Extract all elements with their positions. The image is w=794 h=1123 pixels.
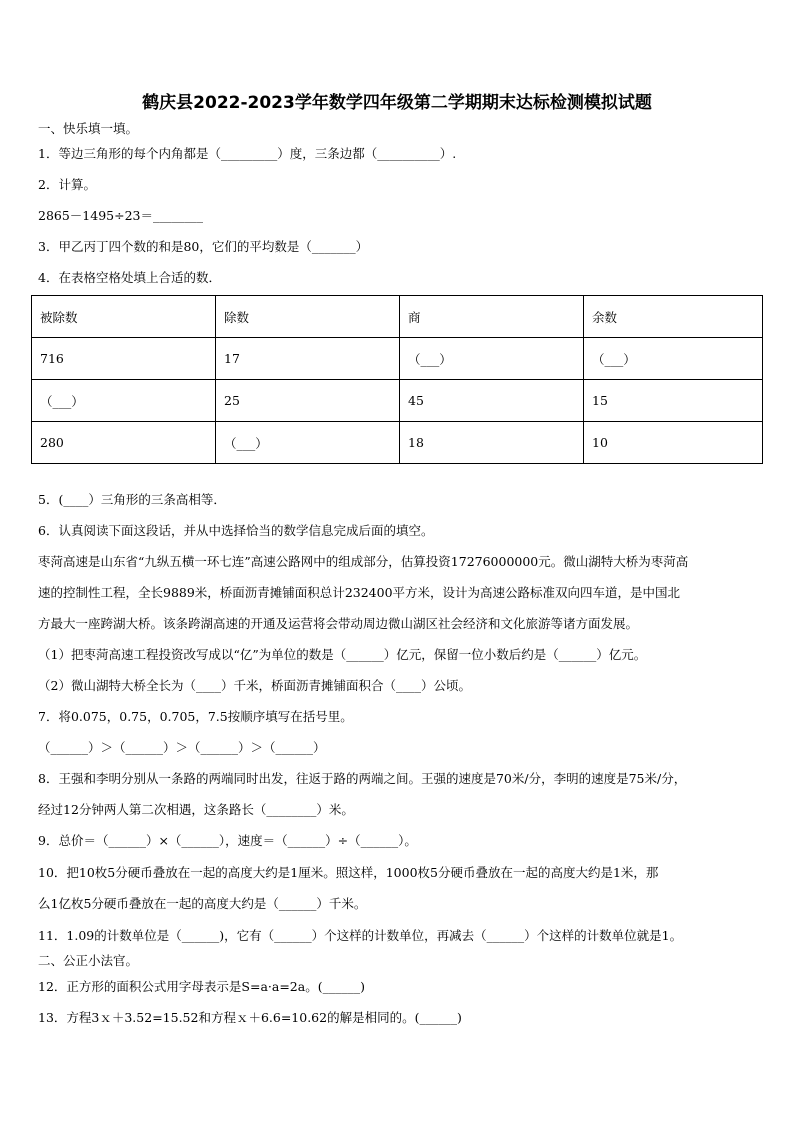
- table-cell: （___）: [32, 380, 216, 422]
- question-2-expression: 2865－1495÷23＝________: [38, 208, 204, 223]
- question-7: 7．将0.075，0.75，0.705，7.5按顺序填写在括号里。: [38, 709, 353, 724]
- question-10-line-2: 么1亿枚5分硬币叠放在一起的高度大约是（______）千米。: [38, 896, 367, 911]
- table-cell: 10: [584, 422, 763, 464]
- question-2: 2．计算。: [38, 177, 96, 192]
- table-row: [32, 338, 763, 380]
- question-7-blanks: （______）＞（______）＞（______）＞（______）: [38, 740, 326, 755]
- page-title: 鹤庆县2022-2023学年数学四年级第二学期期末达标检测模拟试题: [142, 93, 652, 113]
- question-8-line-2: 经过12分钟两人第二次相遇，这条路长（________）米。: [38, 802, 354, 817]
- table-header-row: [32, 296, 763, 338]
- question-1: 1．等边三角形的每个内角都是（_________）度，三条边都（__________）.: [38, 146, 457, 161]
- header-quotient: 商: [400, 296, 584, 338]
- section-heading-1: 一、快乐填一填。: [38, 121, 139, 136]
- question-8-line-1: 8．王强和李明分别从一条路的两端同时出发，往返于路的两端之间。王强的速度是70米/分，李明的速度是75米/分，: [38, 771, 687, 786]
- division-table: [31, 295, 763, 464]
- question-6-part-2: （2）微山湖特大桥全长为（____）千米，桥面沥青摊铺面积合（____）公顷。: [38, 678, 471, 693]
- table-cell: （___）: [400, 338, 584, 380]
- section-heading-2: 二、公正小法官。: [38, 953, 139, 968]
- table-cell: 25: [216, 380, 400, 422]
- question-4: 4．在表格空格处填上合适的数．: [38, 270, 221, 285]
- question-6-paragraph-line-3: 方最大一座跨湖大桥。该条跨湖高速的开通及运营将会带动周边微山湖区社会经济和文化旅游等诸方面发展。: [38, 616, 639, 631]
- header-remainder: 余数: [584, 296, 763, 338]
- table-cell: 45: [400, 380, 584, 422]
- table-cell: 716: [32, 338, 216, 380]
- table-row: [32, 380, 763, 422]
- table-cell: 18: [400, 422, 584, 464]
- header-divisor: 除数: [216, 296, 400, 338]
- table-cell: （___）: [584, 338, 763, 380]
- table-cell: 15: [584, 380, 763, 422]
- question-3: 3．甲乙丙丁四个数的和是80，它们的平均数是（_______）: [38, 239, 369, 254]
- question-11: 11．1.09的计数单位是（______)，它有（______）个这样的计数单位，再减去（______）个这样的计数单位就是1。: [38, 928, 683, 943]
- question-12: 12．正方形的面积公式用字母表示是S=a·a=2a。(______): [38, 979, 365, 994]
- question-6-paragraph-line-1: 枣菏高速是山东省“九纵五横一环七连”高速公路网中的组成部分，估算投资17276000000元。微山湖特大桥为枣菏高: [38, 554, 689, 569]
- question-13: 13．方程3ｘ＋3.52=15.52和方程ｘ＋6.6=10.62的解是相同的。(______): [38, 1010, 462, 1025]
- table-cell: 280: [32, 422, 216, 464]
- question-10-line-1: 10．把10枚5分硬币叠放在一起的高度大约是1厘米。照这样，1000枚5分硬币叠放在一起的高度大约是1米，那: [38, 865, 659, 880]
- table-row: [32, 422, 763, 464]
- question-6: 6．认真阅读下面这段话，并从中选择恰当的数学信息完成后面的填空。: [38, 523, 434, 538]
- question-6-part-1: （1）把枣菏高速工程投资改写成以“亿”为单位的数是（______）亿元，保留一位小数后约是（______）亿元。: [38, 647, 647, 662]
- question-6-paragraph-line-2: 速的控制性工程，全长9889米，桥面沥青摊铺面积总计232400平方米，设计为高速公路标准双向四车道，是中国北: [38, 585, 681, 600]
- question-5: 5．(____）三角形的三条高相等．: [38, 492, 226, 507]
- question-9: 9．总价＝（______）×（______），速度＝（______）÷（______）。: [38, 833, 417, 848]
- header-dividend: 被除数: [32, 296, 216, 338]
- table-cell: 17: [216, 338, 400, 380]
- table-cell: （___）: [216, 422, 400, 464]
